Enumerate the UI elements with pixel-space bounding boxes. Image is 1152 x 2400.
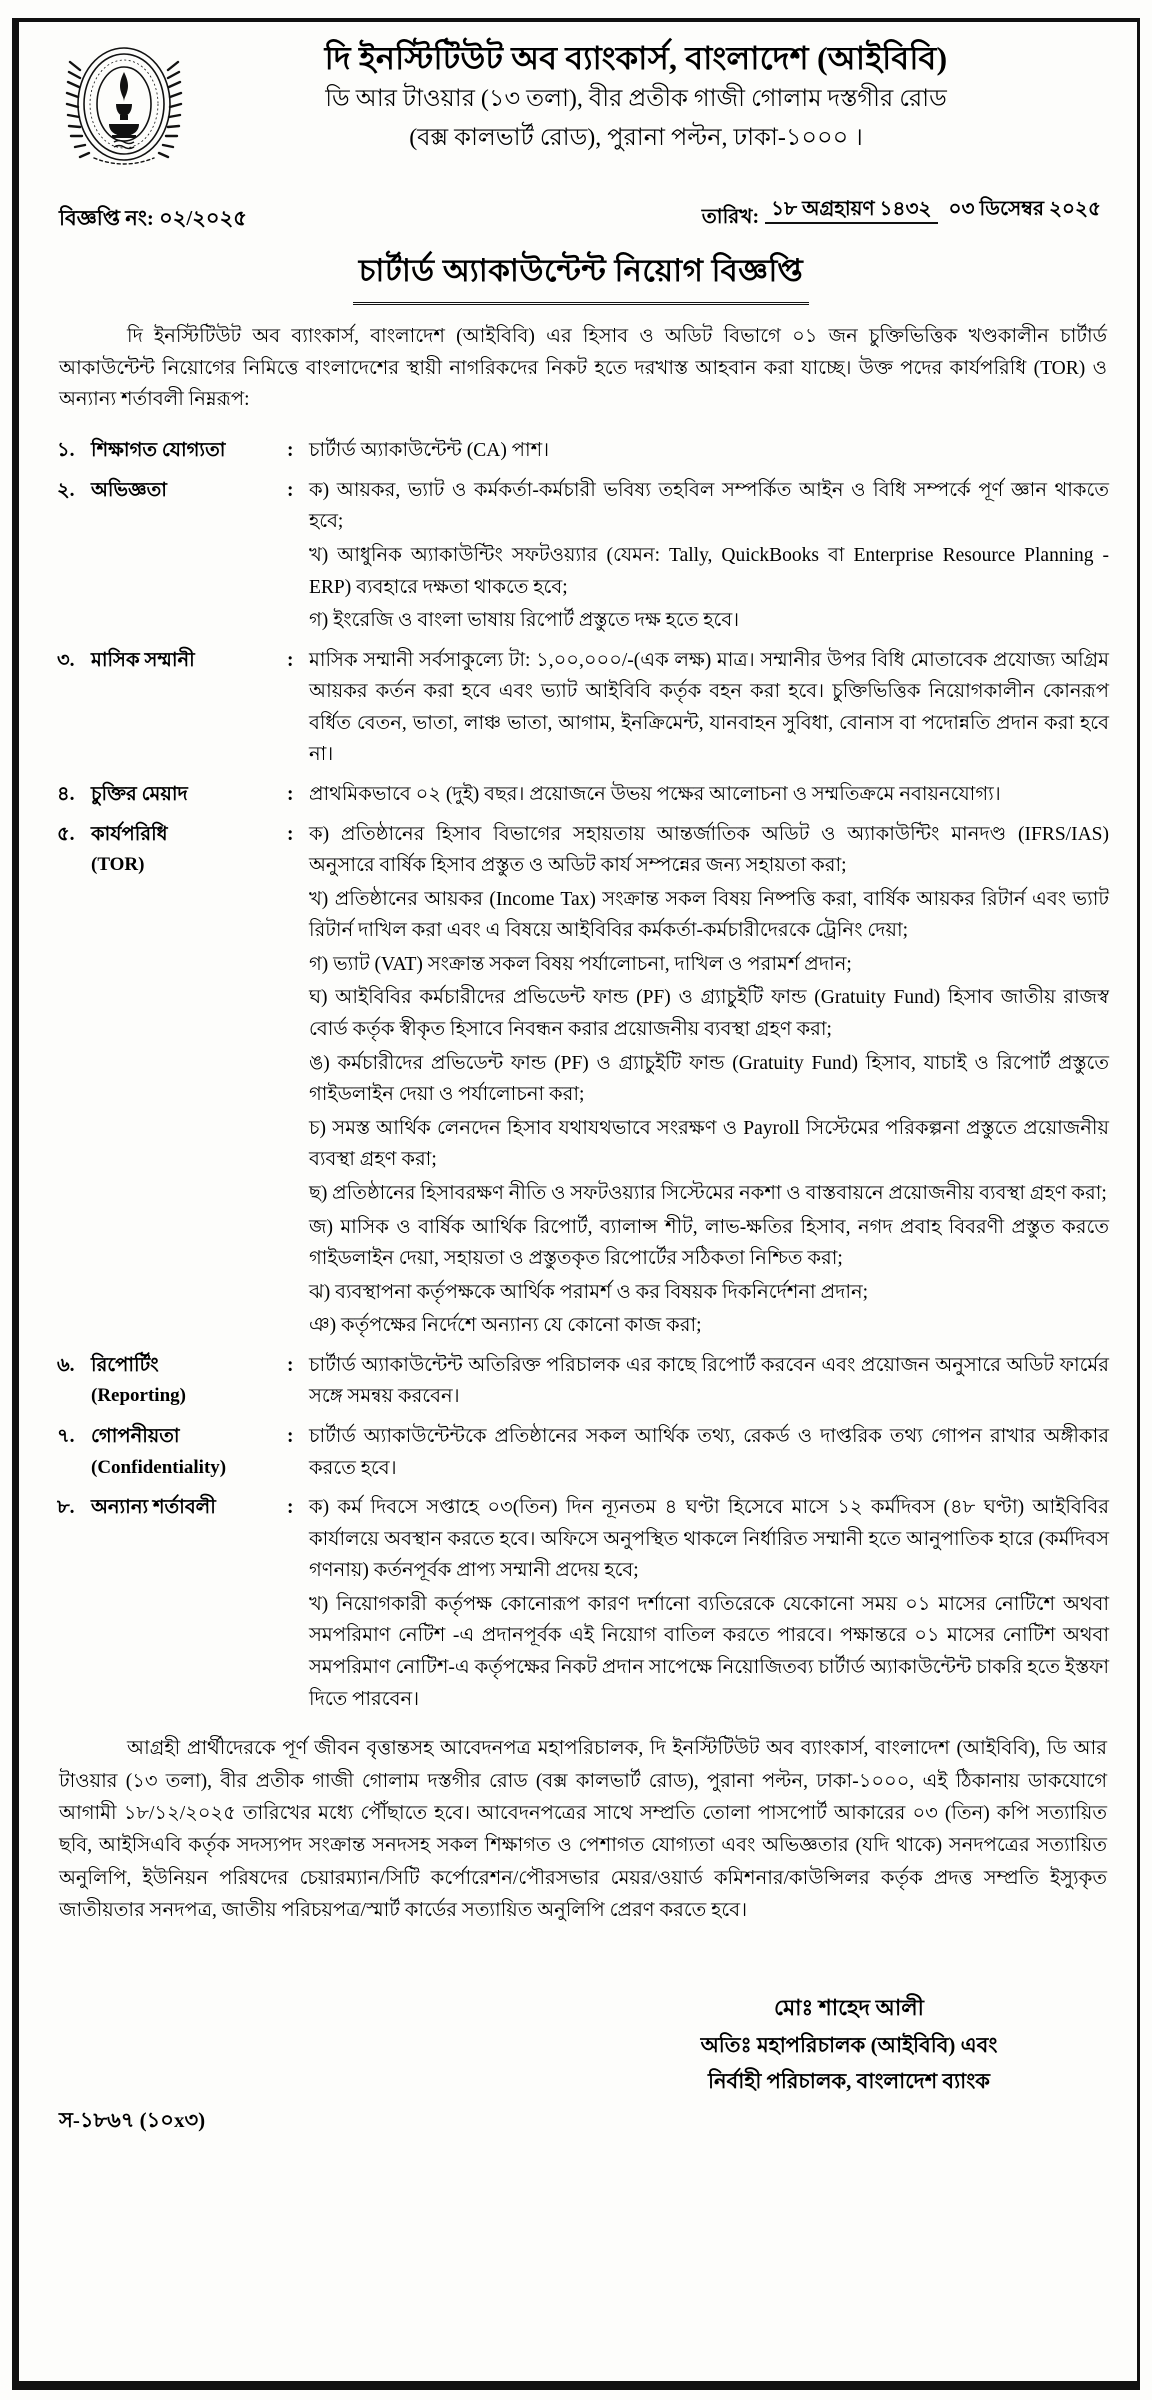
term-body	[309, 475, 1109, 639]
term-number: ১.	[57, 440, 75, 462]
term-line: চার্টার্ড অ্যাকাউন্টেন্ট অতিরিক্ত পরিচালক এর কাছে রিপোর্ট করবেন এবং প্রয়োজন অনুসারে অডিট ফার্মের সঙ্গে সমন্বয় করবেন।	[309, 1354, 1109, 1408]
term-line: ঘ) আইবিবির কর্মচারীদের প্রভিডেন্ট ফান্ড (PF) ও গ্র্যাচুইটি ফান্ড (Gratuity Fund) হিসাব জাতীয় রাজস্ব বোর্ড কর্তৃক স্বীকৃত হিসাবে নিবন্ধন করার প্রয়োজনীয় ব্যবস্থা গ্রহণ করা;	[309, 987, 1109, 1041]
term-line: খ) প্রতিষ্ঠানের আয়কর (Income Tax) সংক্রান্ত সকল বিষয় নিষ্পত্তি করা, বার্ষিক আয়কর রিটার্ন এবং ভ্যাট রিটার্ন দাখিল করা এবং এ বিষয়ে আইবিবির কর্মকর্তা-কর্মচারীদেরকে ট্রেনিং দেয়া;	[309, 888, 1109, 942]
logo-container	[49, 38, 199, 170]
term-label-bn: গোপনীয়তা	[91, 1426, 180, 1447]
date-hijri: ১৮ অগ্রহায়ণ ১৪৩২	[765, 198, 937, 224]
term-label	[91, 645, 287, 677]
term-line: জ) মাসিক ও বার্ষিক আর্থিক রিপোর্ট, ব্যালান্স শীট, লাভ-ক্ষতির হিসাব, নগদ প্রবাহ বিবরণী প্রস্তুত করতে গাইডলাইন দেয়া, সহায়তা ও প্রস্তুতকৃত রিপোর্টের সঠিকতা নিশ্চিত করা;	[309, 1216, 1109, 1270]
organization-name: দি ইনস্টিটিউট অব ব্যাংকার্স, বাংলাদেশ (আইবিবি)	[324, 40, 948, 76]
term-line: ক) প্রতিষ্ঠানের হিসাব বিভাগের সহায়তায় আন্তর্জাতিক অডিট ও অ্যাকাউন্টিং মানদণ্ড (IFRS/IAS) অনুসারে বার্ষিক হিসাব প্রস্তুত ও অডিট কার্য সম্পন্নের জন্য সহায়তা করা;	[309, 823, 1109, 877]
term-colon: :	[287, 1426, 294, 1447]
title-container	[49, 247, 1113, 305]
term-line: প্রাথমিকভাবে ০২ (দুই) বছর। প্রয়োজনে উভয় পক্ষের আলোচনা ও সম্মতিক্রমে নবায়নযোগ্য।	[309, 784, 1001, 806]
term-label-bn: অভিজ্ঞতা	[91, 479, 167, 501]
term-label-en: (Confidentiality)	[91, 1456, 227, 1478]
term-item	[57, 435, 1109, 469]
term-line: ঙ) কর্মচারীদের প্রভিডেন্ট ফান্ড (PF) ও গ্র্যাচুইটি ফান্ড (Gratuity Fund) হিসাব, যাচাই ও রিপোর্ট প্রস্তুতে গাইডলাইন দেয়া ও পর্যালোচনা করা;	[309, 1052, 1109, 1106]
term-body	[309, 779, 1109, 813]
signature-area	[49, 1989, 1113, 2139]
term-number: ৬.	[57, 1354, 75, 1376]
term-colon: :	[287, 1497, 294, 1519]
term-colon: :	[287, 823, 294, 845]
signature-block	[639, 1989, 1059, 2099]
term-number: ৩.	[57, 649, 75, 671]
term-line: মাসিক সম্মানী সর্বসাকুল্যে টা: ১,০০,০০০/-(এক লক্ষ) মাত্র। সম্মানীর উপর বিধি মোতাবেক প্রযোজ্য অগ্রিম আয়কর কর্তন করা হবে এবং ভ্যাট আইবিবি কর্তৃক বহন করা হবে। চুক্তিভিত্তিক নিয়োগকালীন কোনরূপ বর্ধিত বেতন, ভাতা, লাঞ্চ ভাতা, আগাম, ইনক্রিমেন্ট, যানবাহন সুবিধা, বোনাস বা পদোন্নতি প্রদান করা হবে না।	[309, 649, 1109, 766]
notice-date-block	[702, 186, 1107, 235]
signatory-role-line-1: অতিঃ মহাপরিচালক (আইবিবি) এবং	[700, 2033, 998, 2058]
term-label-bn: মাসিক সম্মানী	[91, 649, 195, 671]
term-colon: :	[287, 784, 294, 806]
term-body	[309, 819, 1109, 1344]
term-colon: :	[287, 440, 294, 462]
term-line: ক) আয়কর, ভ্যাট ও কর্মকর্তা-কর্মচারী ভবিষ্য তহবিল সম্পর্কিত আইন ও বিধি সম্পর্কে পূর্ণ জ্ঞান থাকতে হবে;	[309, 479, 1109, 533]
ibb-seal-logo-icon	[64, 42, 184, 170]
term-colon: :	[287, 649, 294, 671]
date-label: তারিখ:	[701, 206, 760, 228]
notice-number: বিজ্ঞপ্তি নং: ০২/২০২৫	[59, 206, 247, 230]
reference-row	[49, 186, 1113, 237]
term-body	[309, 1350, 1109, 1415]
notice-border-frame	[12, 18, 1140, 2390]
term-label-bn: শিক্ষাগত যোগ্যতা	[91, 440, 226, 462]
term-label	[91, 1421, 287, 1483]
term-line: গ) ইংরেজি ও বাংলা ভাষায় রিপোর্ট প্রস্তুতে দক্ষ হতে হবে।	[309, 610, 740, 632]
term-label	[91, 435, 287, 467]
signatory-name: মোঃ শাহেদ আলী	[774, 1995, 924, 2021]
application-instructions: আগ্রহী প্রার্থীদেরকে পূর্ণ জীবন বৃত্তান্তসহ আবেদনপত্র মহাপরিচালক, দি ইনস্টিটিউট অব ব্যাংকার্স, বাংলাদেশ (আইবিবি), ডি আর টাওয়ার (১৩ তলা), বীর প্রতীক গাজী গোলাম দস্তগীর রোড (বক্স কালভার্ট রোড), পুরানা পল্টন, ঢাকা-১০০০, এই ঠিকানায় ডাকযোগে আগামী ১৮/১২/২০২৫ তারিখের মধ্যে পৌঁছাতে হবে। আবেদনপত্রের সাথে সম্প্রতি তোলা পাসপোর্ট আকারের ০৩ (তিন) কপি সত্যায়িত ছবি, আইসিএবি কর্তৃক সদস্যপদ সংক্রান্ত সনদসহ সকল শিক্ষাগত ও পেশাগত যোগ্যতা এবং অভিজ্ঞতার (যদি থাকে) সনদপত্রের সত্যায়িত অনুলিপি, ইউনিয়ন পরিষদের চেয়ারম্যান/সিটি কর্পোরেশন/পৌরসভার মেয়র/ওয়ার্ড কমিশনার/কাউন্সিলর কর্তৃক প্রদত্ত সম্প্রতি ইস্যুকৃত জাতীয়তার সনদপত্র, জাতীয় পরিচয়পত্র/স্মার্ট কার্ডের সত্যায়িত অনুলিপি প্রেরণ করতে হবে।	[59, 1738, 1107, 1921]
term-number: ৮.	[57, 1497, 75, 1519]
term-number: ৪.	[57, 784, 75, 806]
term-item	[57, 819, 1109, 1344]
term-label	[91, 1492, 287, 1524]
term-body	[309, 435, 1109, 469]
term-line: ঞ) কর্তৃপক্ষের নির্দেশে অন্যান্য যে কোনো কাজ করা;	[309, 1315, 702, 1337]
term-line: খ) আধুনিক অ্যাকাউন্টিং সফটওয়্যার (যেমন: Tally, QuickBooks বা Enterprise Resource Planning - ERP) ব্যবহারে দক্ষতা থাকতে হবে;	[309, 544, 1109, 598]
organization-address-line-2: (বক্স কালভার্ট রোড), পুরানা পল্টন, ঢাকা-১০০০ ।	[409, 124, 863, 151]
term-line: চার্টার্ড অ্যাকাউন্টেন্টকে প্রতিষ্ঠানের সকল আর্থিক তথ্য, রেকর্ড ও দাপ্তরিক তথ্য গোপন রাখার অঙ্গীকার করতে হবে।	[309, 1426, 1109, 1479]
term-line: খ) নিয়োগকারী কর্তৃপক্ষ কোনোরূপ কারণ দর্শানো ব্যতিরেকে যেকোনো সময় ০১ মাসের নোটিশে অথবা সমপরিমাণ নেটিশ -এ প্রদানপূর্বক এই নিয়োগ বাতিল করতে পারবে। পক্ষান্তরে ০১ মাসের নোটিশ অথবা সমপরিমাণ নোটিশ-এ কর্তৃপক্ষের নিকট প্রদান সাপেক্ষে নিয়োজিতব্য চার্টার্ড অ্যাকাউন্টেন্ট চাকরি হতে ইস্তফা দিতে পারবেন।	[309, 1593, 1109, 1710]
term-body	[309, 645, 1109, 773]
term-item	[57, 645, 1109, 773]
terms-list	[49, 435, 1113, 1717]
term-line: চার্টার্ড অ্যাকাউন্টেন্ট (CA) পাশ।	[309, 440, 550, 462]
organization-block	[199, 38, 1113, 156]
term-number: ৫.	[57, 823, 75, 845]
intro-paragraph: দি ইনস্টিটিউট অব ব্যাংকার্স, বাংলাদেশ (আইবিবি) এর হিসাব ও অডিট বিভাগে ০১ জন চুক্তিভিত্তিক খণ্ডকালীন চার্টার্ড আকাউন্টেন্ট নিয়োগের নিমিত্তে বাংলাদেশের স্থায়ী নাগরিকদের নিকট হতে দরখাস্ত আহবান করা যাচ্ছে। উক্ত পদের কার্যপরিধি (TOR) ও অন্যান্য শর্তাবলী নিম্নরূপ:	[59, 326, 1107, 411]
term-colon: :	[287, 1354, 294, 1376]
term-body	[309, 1421, 1109, 1486]
term-colon: :	[287, 479, 294, 501]
term-label-bn: কার্যপরিধি	[91, 823, 168, 845]
signatory-role-line-2: নির্বাহী পরিচালক, বাংলাদেশ ব্যাংক	[708, 2069, 990, 2094]
term-item	[57, 475, 1109, 639]
term-label	[91, 819, 287, 881]
organization-address-line-1: ডি আর টাওয়ার (১৩ তলা), বীর প্রতীক গাজী গোলাম দস্তগীর রোড	[325, 86, 947, 112]
date-stack	[765, 194, 1107, 227]
term-label-bn: রিপোর্টিং	[91, 1354, 159, 1376]
term-line: ঝ) ব্যবস্থাপনা কর্তৃপক্ষকে আর্থিক পরামর্শ ও কর বিষয়ক দিকনির্দেশনা প্রদান;	[309, 1281, 869, 1303]
term-item	[57, 1492, 1109, 1717]
term-label-bn: অন্যান্য শর্তাবলী	[91, 1497, 216, 1519]
page-title: চার্টার্ড অ্যাকাউন্টেন্ট নিয়োগ বিজ্ঞপ্তি	[353, 247, 810, 305]
notice-header	[49, 32, 1113, 170]
serial-number: স-১৮৬৭ (১০x৩)	[59, 2108, 206, 2133]
date-gregorian: ০৩ ডিসেম্বর ২০২৫	[948, 198, 1101, 220]
term-line: চ) সমস্ত আর্থিক লেনদেন হিসাব যথাযথভাবে সংরক্ষণ ও Payroll সিস্টেমের পরিকল্পনা প্রস্তুতে প্রয়োজনীয় ব্যবস্থা গ্রহণ করা;	[309, 1117, 1109, 1171]
term-body	[309, 1492, 1109, 1717]
term-number: ২.	[57, 479, 75, 501]
term-label	[91, 475, 287, 507]
term-label-en: (Reporting)	[91, 1385, 186, 1407]
term-line: ছ) প্রতিষ্ঠানের হিসাবরক্ষণ নীতি ও সফটওয়্যার সিস্টেমের নকশা ও বাস্তবায়নে প্রয়োজনীয় ব্যবস্থা গ্রহণ করা;	[309, 1182, 1107, 1204]
term-number: ৭.	[57, 1426, 75, 1447]
term-label	[91, 1350, 287, 1412]
term-item	[57, 1350, 1109, 1415]
term-line: ক) কর্ম দিবসে সপ্তাহে ০৩(তিন) দিন ন্যূনতম ৪ ঘণ্টা হিসেবে মাসে ১২ কর্মদিবস (৪৮ ঘণ্টা) আইবিবির কার্যালয়ে অবস্থান করতে হবে। অফিসে অনুপস্থিত থাকলে নির্ধারিত সম্মানী হতে আনুপাতিক হারে (কর্মদিবস গণনায়) কর্তনপূর্বক প্রাপ্য সম্মানী প্রদেয় হবে;	[309, 1497, 1109, 1582]
term-label-en: (TOR)	[91, 854, 145, 876]
term-item	[57, 779, 1109, 813]
term-label	[91, 779, 287, 811]
term-item	[57, 1421, 1109, 1486]
term-line: গ) ভ্যাট (VAT) সংক্রান্ত সকল বিষয় পর্যালোচনা, দাখিল ও পরামর্শ প্রদান;	[309, 953, 852, 975]
term-label-bn: চুক্তির মেয়াদ	[91, 784, 188, 806]
